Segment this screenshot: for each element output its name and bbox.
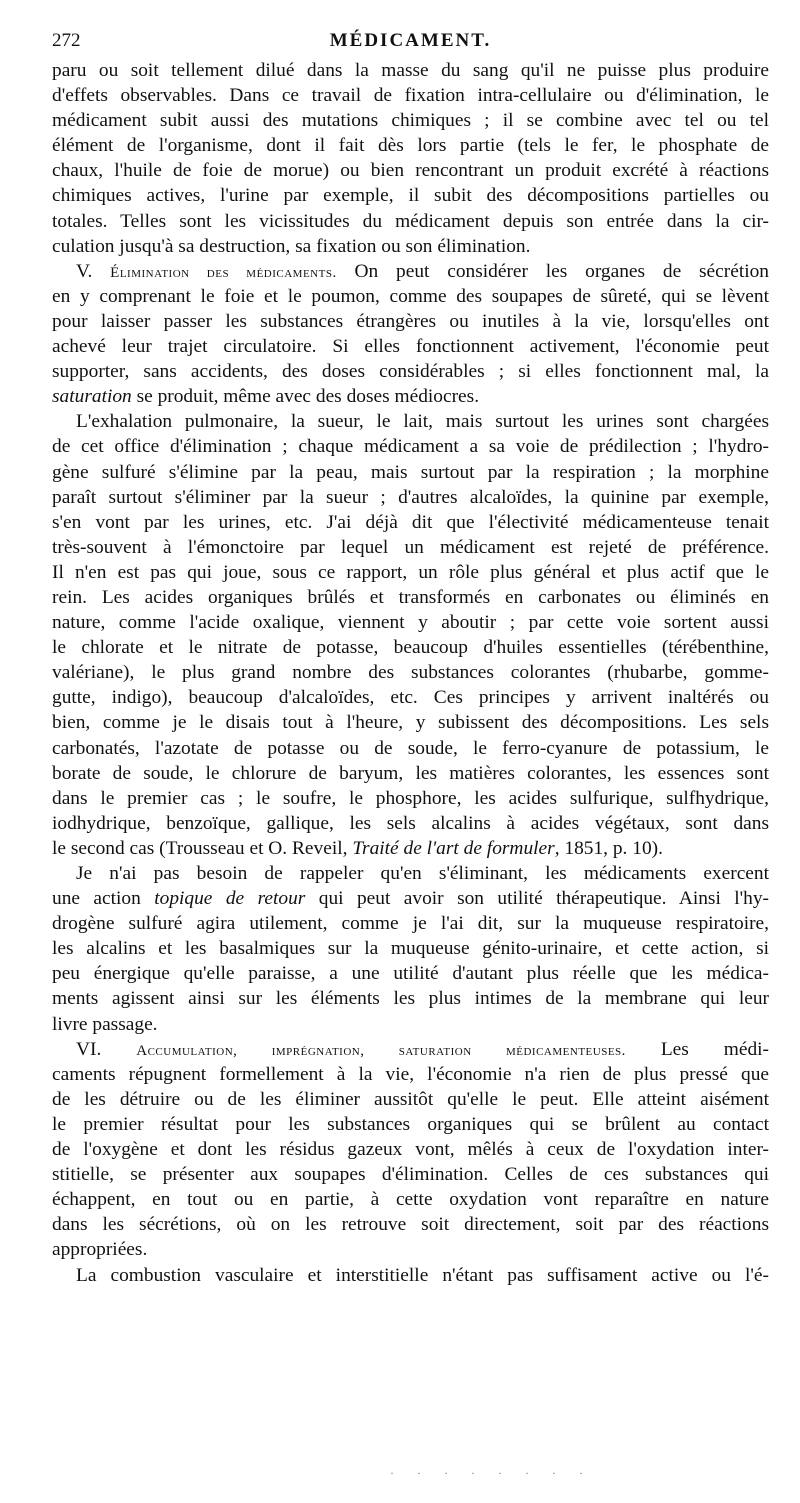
line-text: une action xyxy=(52,888,155,910)
line-text: paraît surtout s'éliminer par la sueur ; d'autres alcaloïdes, la quinine par exemple, xyxy=(52,486,769,508)
text-line xyxy=(52,158,769,183)
page-header xyxy=(52,22,769,58)
text-line xyxy=(52,1137,769,1162)
line-text: supporter, sans accidents, des doses considérables ; si elles fonctionnent mal, la xyxy=(52,361,769,383)
page-number: 272 xyxy=(52,30,81,51)
section-heading: Accumulation, imprégnation, saturation médicamenteuses. xyxy=(136,1042,626,1059)
text-line xyxy=(52,284,769,309)
line-text: paru ou soit tellement dilué dans la masse du sang qu'il ne puisse plus produire xyxy=(52,60,769,81)
text-line xyxy=(52,886,769,911)
italic-term: Traité de l'art de formuler xyxy=(352,837,555,859)
text-line xyxy=(52,660,769,685)
text-line xyxy=(52,108,769,133)
line-text: On peut considérer les organes de sécrétion xyxy=(336,260,769,282)
running-head: MÉDICAMENT. xyxy=(329,30,492,51)
line-text: chimiques actives, l'urine par exemple, il subit des décompositions partielles ou xyxy=(52,185,769,207)
text-line xyxy=(52,83,769,108)
line-text: échappent, en tout ou en partie, à cette oxydation vont reparaître en nature xyxy=(52,1189,769,1211)
line-text: très-souvent à l'émonctoire par lequel un médicament est rejeté de préférence. xyxy=(52,536,769,558)
text-line xyxy=(52,811,769,836)
text-line xyxy=(52,685,769,710)
line-text-tail: , 1851, p. 10). xyxy=(554,837,663,859)
text-line xyxy=(52,1062,769,1087)
text-line xyxy=(52,911,769,936)
line-text: les alcalins et les basalmiques sur la muqueuse génito-urinaire, et cette action, si xyxy=(52,938,769,960)
line-text: drogène sulfuré agira utilement, comme je l'ai dit, sur la muqueuse respiratoire, xyxy=(52,913,769,935)
line-text: dans le premier cas ; le soufre, le phosphore, les acides sulfurique, sulfhydrique, xyxy=(52,787,769,809)
line-text: dans les sécrétions, où on les retrouve soit directement, soit par des réactions xyxy=(52,1214,769,1236)
line-text: carbonatés, l'azotate de potasse ou de soude, le ferro-cyanure de potassium, le xyxy=(52,737,769,759)
line-text: de l'oxygène et dont les résidus gazeux vont, mêlés à ceux de l'oxydation inter- xyxy=(52,1139,769,1161)
text-line xyxy=(52,1263,769,1288)
text-line xyxy=(52,961,769,986)
line-text: iodhydrique, benzoïque, gallique, les sels alcalins à acides végétaux, sont dans xyxy=(52,812,769,834)
text-line xyxy=(52,1212,769,1237)
text-line xyxy=(52,1162,769,1187)
line-text: stitielle, se présenter aux soupapes d'élimination. Celles de ces substances qui xyxy=(52,1164,769,1186)
text-line xyxy=(52,710,769,735)
line-text: d'effets observables. Dans ce travail de fixation intra-cellulaire ou d'élimination, le xyxy=(52,85,769,107)
line-text: livre passage. xyxy=(52,1013,158,1035)
text-line xyxy=(52,409,769,434)
line-text: chaux, l'huile de foie de morue) ou bien rencontrant un produit excrété à réactions xyxy=(52,160,769,182)
text-line xyxy=(52,485,769,510)
text-line xyxy=(52,786,769,811)
text-line xyxy=(52,635,769,660)
line-text: peu énergique qu'elle paraisse, a une utilité d'autant plus réelle que les médica- xyxy=(52,963,769,985)
line-text: totales. Telles sont les vicissitudes du médicament depuis son entrée dans la cir- xyxy=(52,210,769,232)
line-text: borate de soude, le chlorure de baryum, les matières colorantes, les essences sont xyxy=(52,762,769,784)
text-line xyxy=(52,1187,769,1212)
text-line xyxy=(52,460,769,485)
section-number: VI. xyxy=(76,1038,137,1060)
line-text: Il n'en est pas qui joue, sous ce rapport, un rôle plus général et plus actif que le xyxy=(52,561,769,583)
text-line xyxy=(52,1237,769,1262)
body-text xyxy=(52,58,769,1288)
line-text: de cet office d'élimination ; chaque médicament a sa voie de prédilection ; l'hydro- xyxy=(52,436,769,458)
italic-term: saturation xyxy=(52,386,132,408)
line-text: culation jusqu'à sa destruction, sa fixation ou son élimination. xyxy=(52,235,531,257)
line-text: élément de l'organisme, dont il fait dès lors partie (tels le fer, le phosphate de xyxy=(52,135,769,157)
line-text: le second cas (Trousseau et O. Reveil, xyxy=(52,837,353,859)
line-text: en y comprenant le foie et le poumon, comme des soupapes de sûreté, qui se lèvent xyxy=(52,285,769,307)
text-line xyxy=(52,209,769,234)
text-line xyxy=(52,133,769,158)
line-text-tail: qui peut avoir son utilité thérapeutique. Ainsi l'hy- xyxy=(305,888,770,910)
text-line xyxy=(52,1112,769,1137)
text-line xyxy=(52,384,769,409)
line-text: nature, comme l'acide oxalique, viennent y aboutir ; par cette voie sortent aussi xyxy=(52,612,769,634)
text-line xyxy=(52,610,769,635)
text-line xyxy=(52,183,769,208)
italic-term: topique de retour xyxy=(154,888,306,910)
line-text: médicament subit aussi des mutations chimiques ; il se combine avec tel ou tel xyxy=(52,110,769,132)
text-line xyxy=(52,535,769,560)
line-text: Je n'ai pas besoin de rappeler qu'en s'éliminant, les médicaments exercent xyxy=(76,863,769,884)
text-line xyxy=(52,761,769,786)
text-line xyxy=(52,234,769,259)
text-line xyxy=(52,936,769,961)
text-line xyxy=(52,861,769,886)
line-text: de les détruire ou de les éliminer aussitôt qu'elle le peut. Elle atteint aisément xyxy=(52,1088,769,1110)
text-line xyxy=(52,836,769,861)
text-line xyxy=(52,1087,769,1112)
print-specks: · · · · · · · · xyxy=(390,1466,593,1480)
text-line xyxy=(52,309,769,334)
text-line xyxy=(52,1012,769,1037)
line-text: ments agissent ainsi sur les éléments les plus intimes de la membrane qui leur xyxy=(52,988,769,1010)
book-page xyxy=(52,22,769,1288)
text-line xyxy=(52,359,769,384)
line-text: gène sulfuré s'élimine par la peau, mais surtout par la respiration ; la morphine xyxy=(52,461,769,483)
text-line xyxy=(52,510,769,535)
text-line xyxy=(52,259,769,284)
line-text: gutte, indigo), beaucoup d'alcaloïdes, etc. Ces principes y arrivent inaltérés ou xyxy=(52,687,769,709)
text-line xyxy=(52,434,769,459)
text-line xyxy=(52,58,769,83)
line-text: s'en vont par les urines, etc. J'ai déjà dit que l'électivité médicamenteuse tenait xyxy=(52,511,769,533)
line-text: La combustion vasculaire et interstitielle n'étant pas suffisament active ou l'é- xyxy=(76,1264,769,1286)
line-text: bien, comme je le disais tout à l'heure, y subissent des décompositions. Les sels xyxy=(52,712,769,734)
line-text: le premier résultat pour les substances organiques qui se brûlent au contact xyxy=(52,1113,769,1135)
section-heading: Élimination des médicaments. xyxy=(110,264,337,281)
line-text: valériane), le plus grand nombre des substances colorantes (rhubarbe, gomme- xyxy=(52,662,769,684)
line-text: rein. Les acides organiques brûlés et transformés en carbonates ou éliminés en xyxy=(52,586,769,608)
line-text: Les médi- xyxy=(625,1038,769,1060)
text-line xyxy=(52,736,769,761)
line-text: caments répugnent formellement à la vie, l'économie n'a rien de plus pressé que xyxy=(52,1063,769,1085)
text-line xyxy=(52,585,769,610)
text-line xyxy=(52,334,769,359)
line-text: appropriées. xyxy=(52,1239,148,1261)
text-line xyxy=(52,986,769,1011)
text-line xyxy=(52,1037,769,1062)
line-text: le chlorate et le nitrate de potasse, beaucoup d'huiles essentielles (térébenthine, xyxy=(52,637,769,659)
line-text: pour laisser passer les substances étrangères ou inutiles à la vie, lorsqu'elles ont xyxy=(52,310,769,332)
section-number: V. xyxy=(76,260,111,282)
text-line xyxy=(52,560,769,585)
line-text: L'exhalation pulmonaire, la sueur, le lait, mais surtout les urines sont chargées xyxy=(76,411,769,433)
line-text: achevé leur trajet circulatoire. Si elles fonctionnent activement, l'économie peut xyxy=(52,336,769,358)
line-text: se produit, même avec des doses médiocres. xyxy=(131,386,480,408)
